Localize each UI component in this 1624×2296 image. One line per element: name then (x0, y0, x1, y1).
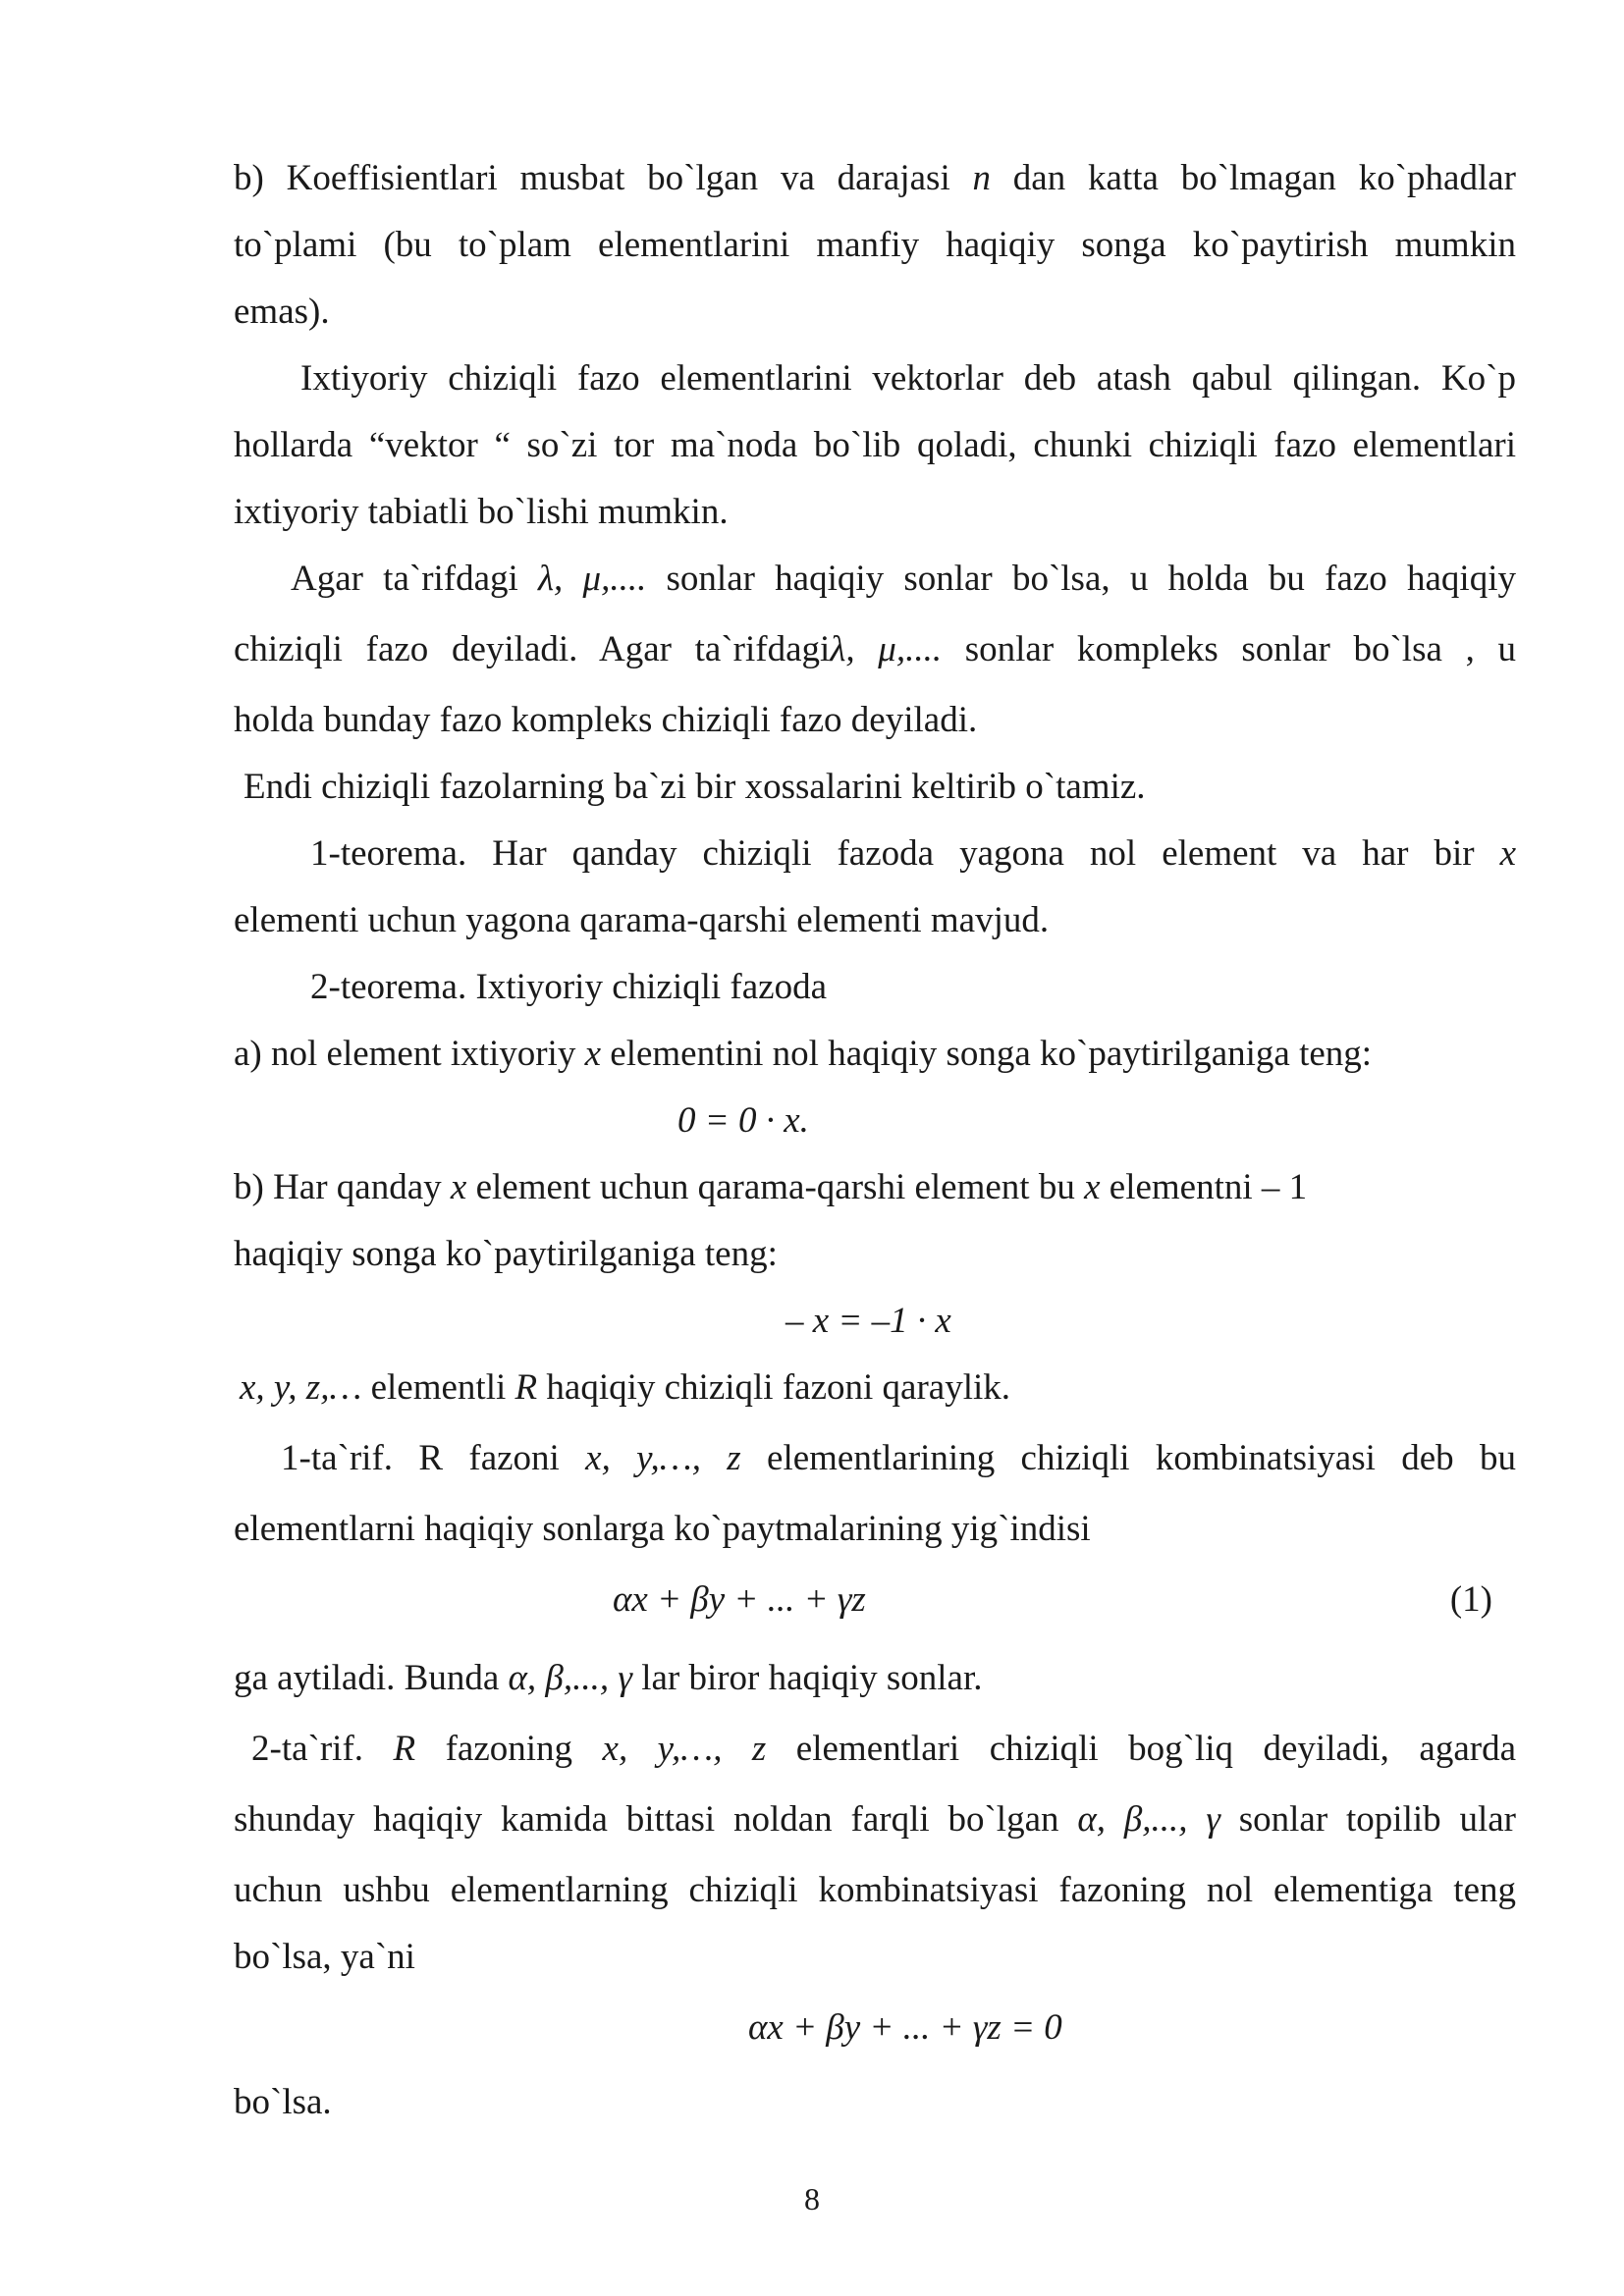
text-line: emas). (234, 292, 330, 332)
text-line: b) Koeffisientlari musbat bo`lgan va darajasi n dan katta bo`lmagan ko`phadlar (234, 158, 1516, 198)
text-line: bo`lsa. (234, 2082, 332, 2122)
page-number: 8 (804, 2181, 820, 2216)
equation: 0 = 0 · x. (677, 1100, 809, 1141)
document-page: b) Koeffisientlari musbat bo`lgan va darajasi n dan katta bo`lmagan ko`phadlar to`plami (bu to`plam elementlarini manfiy haqiqiy songa ko`paytirish mumkin emas). Ixtiyoriy chiziqli fazo elementlarini vektorlar deb atash qabul qilingan. Ko`p hollarda “vektor “ so`zi tor ma`noda bo`lib qoladi, chunki chiziqli fazo elementlari ixtiyoriy tabiatli bo`lishi mumkin. Agar ta`rifdagi λ, μ,.... sonlar haqiqiy sonlar bo`lsa, u holda bu fazo haqiqiy chiziqli fazo deyiladi. Agar ta`rifdagiλ, μ,.... sonlar kompleks sonlar bo`lsa , u holda bunday fazo kompleks chiziqli fazo deyiladi. Endi chiziqli fazolarning ba`zi bir xossalarini keltirib o`tamiz. 1-teorema. Har qanday chiziqli fazoda yagona nol element va har bir x elementi uchun yagona qarama-qarshi elementi mavjud. 2-teorema. Ixtiyoriy chiziqli fazoda a) nol element ixtiyoriy x elementini nol haqiqiy songa ko`paytirilganiga teng: 0 = 0 · x. b) Har qanday x element uchun qarama-qarshi element bu x elementni – 1 haqiqiy songa ko`paytirilganiga teng: – x = –1 · x x, y, z,… elementli R haqiqiy chiziqli fazoni qaraylik. 1-ta`rif. R fazoni x, y,…, z elementlarining chiziqli kombinatsiyasi deb bu elementlarni haqiqiy sonlarga ko`paytmalarining yig`indisi αx + βy + ... + γz (1) ga aytiladi. Bunda α, β,..., γ lar biror haqiqiy sonlar. 2-ta`rif. R fazoning x, y,…, z elementlari chiziqli bog`liq deyiladi, agarda shunday haqiqiy kamida bittasi noldan farqli bo`lgan α, β,..., γ sonlar topilib ular uchun ushbu elementlarning chiziqli kombinatsiyasi fazoning nol elementiga teng bo`lsa, ya`ni αx + βy + ... + γz = 0 bo`lsa. 8 (0, 0, 1624, 2296)
text-line: ixtiyoriy tabiatli bo`lishi mumkin. (234, 492, 729, 532)
text-line: chiziqli fazo deyiladi. Agar ta`rifdagiλ, μ,.... sonlar kompleks sonlar bo`lsa , u (234, 629, 1516, 669)
text-line: a) nol element ixtiyoriy x elementini nol haqiqiy songa ko`paytirilganiga teng: (234, 1034, 1373, 1074)
text-line: hollarda “vektor “ so`zi tor ma`noda bo`lib qoladi, chunki chiziqli fazo elementlari (234, 425, 1516, 465)
text-line: to`plami (bu to`plam elementlarini manfiy haqiqiy songa ko`paytirish mumkin (234, 225, 1516, 265)
text-line: b) Har qanday x element uchun qarama-qarshi element bu x elementni – 1 (234, 1167, 1308, 1207)
definition-2: 2-ta`rif. R fazoning x, y,…, z elementlari chiziqli bog`liq deyiladi, agarda (251, 1729, 1516, 1769)
definition-1: 1-ta`rif. R fazoni x, y,…, z elementlarining chiziqli kombinatsiyasi deb bu (281, 1438, 1516, 1478)
equation: – x = –1 · x (785, 1301, 951, 1341)
equation-number: (1) (1449, 1579, 1492, 1620)
text-line: holda bunday fazo kompleks chiziqli fazo deyiladi. (234, 700, 978, 740)
text-line: ga aytiladi. Bunda α, β,..., γ lar biror haqiqiy sonlar. (234, 1658, 983, 1698)
text-line: x, y, z,… elementli R haqiqiy chiziqli fazoni qaraylik. (240, 1367, 1011, 1408)
text-line: bo`lsa, ya`ni (234, 1937, 415, 1977)
equation: αx + βy + ... + γz = 0 (748, 2007, 1062, 2048)
paragraph-first-line: Ixtiyoriy chiziqli fazo elementlarini vektorlar deb atash qabul qilingan. Ko`p (300, 358, 1516, 399)
text-line: elementi uchun yagona qarama-qarshi elementi mavjud. (234, 900, 1050, 940)
theorem-2: 2-teorema. Ixtiyoriy chiziqli fazoda (310, 967, 828, 1007)
text-line: elementlarni haqiqiy sonlarga ko`paytmalarining yig`indisi (234, 1509, 1091, 1549)
theorem-1: 1-teorema. Har qanday chiziqli fazoda yagona nol element va har bir x (310, 833, 1516, 874)
text-line: haqiqiy songa ko`paytirilganiga teng: (234, 1234, 778, 1274)
text-line: Endi chiziqli fazolarning ba`zi bir xossalarini keltirib o`tamiz. (244, 767, 1146, 807)
text-line: uchun ushbu elementlarning chiziqli kombinatsiyasi fazoning nol elementiga teng (234, 1870, 1516, 1910)
text-line: shunday haqiqiy kamida bittasi noldan farqli bo`lgan α, β,..., γ sonlar topilib ular (234, 1799, 1516, 1840)
paragraph-first-line: Agar ta`rifdagi λ, μ,.... sonlar haqiqiy sonlar bo`lsa, u holda bu fazo haqiqiy (291, 559, 1516, 599)
